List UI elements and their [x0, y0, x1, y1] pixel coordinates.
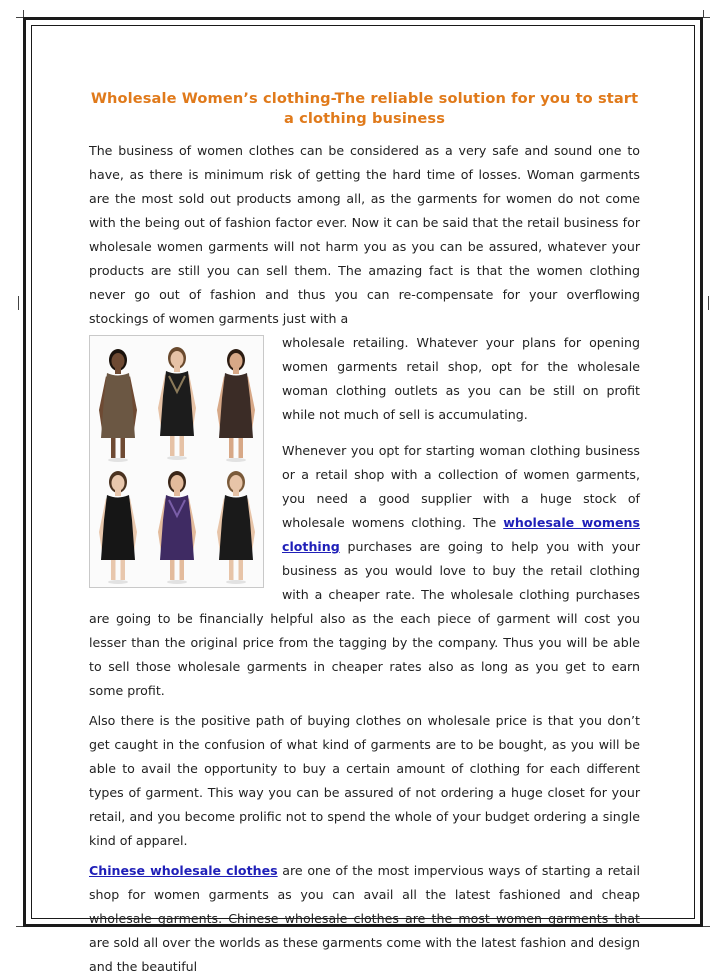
- paragraph-intro-part: wholesale retailing. Whatever your plans for opening women garments retail shop, opt for the wholesale woman clothing outlets as you can be still on profit while not much of sell is accumulating.: [282, 335, 640, 422]
- paragraph-positive-path: Also there is the positive path of buying clothes on wholesale price is that you don’t get caught in the confusion of what kind of garments are to be bought, as you will be able to avail the opportunity to buy a certain amount of clothing for each different types of garment. This way you can be assured of not ordering a huge closet for your retail, and you become prolific not to spend the whole of your budget ordering a single kind of apparel.: [89, 713, 640, 848]
- paragraph-supplier-text-start: Whenever you opt for starting woman clothing business or a retail shop with a collection of women garments, you need a good supplier with a huge stock of wholesale womens clothing. The: [282, 443, 640, 530]
- corner-mark: [703, 926, 710, 927]
- chinese-wholesale-clothes-link[interactable]: Chinese wholesale clothes: [89, 863, 278, 878]
- corner-mark: [16, 926, 23, 927]
- document-body: [89, 89, 640, 979]
- dress-collage-svg: [90, 336, 263, 587]
- corner-mark: [16, 17, 23, 18]
- paragraph-chinese-text: are one of the most impervious ways of starting a retail shop for women garments as you can avail all the latest fashioned and cheap wholesale garments. Chinese wholesale clothes are the most women garments that are sold all over the worlds as these garments come with the latest fashion and design and the beautiful: [89, 863, 640, 974]
- corner-mark: [703, 10, 704, 17]
- document-title: Wholesale Women’s clothing-The reliable solution for you to start a clothing business: [90, 90, 639, 127]
- margin-mark: [708, 296, 709, 310]
- wholesale-womens-clothing-link[interactable]: wholesale womens clothing: [282, 515, 640, 554]
- margin-mark: [18, 296, 19, 310]
- corner-mark: [23, 10, 24, 17]
- body-section-with-figure: [89, 139, 640, 703]
- paragraph-chinese: [89, 859, 640, 979]
- figure-wrap-section: [89, 331, 640, 703]
- dress-photo-collage: [89, 335, 264, 588]
- paragraph-intro-part: The business of women clothes can be considered as a very safe and sound one to have, as there is minimum risk of getting the hard time of losses. Woman garments are the most sold out products among all, as the garments for women do not come with the being out of fashion factor ever. Now it can be said that the retail business for wholesale women garments will not harm you as you can be assured, whatever your products are still you can sell them. The amazing fact is that the women clothing never go out of fashion and thus you can re-compensate for your overflowing stockings of women garments just with a: [89, 143, 640, 326]
- paragraph-supplier-text-end: purchases are going to help you with your business as you would love to buy the retail clothing with a cheaper rate. The wholesale clothing purchases are going to be financially helpful also as the each piece of garment will cost you lesser than the original price from the tagging by the company. Thus you will be able to sell those wholesale garments in cheaper rates also as long as you get to earn some profit.: [89, 539, 640, 698]
- corner-mark: [703, 17, 710, 18]
